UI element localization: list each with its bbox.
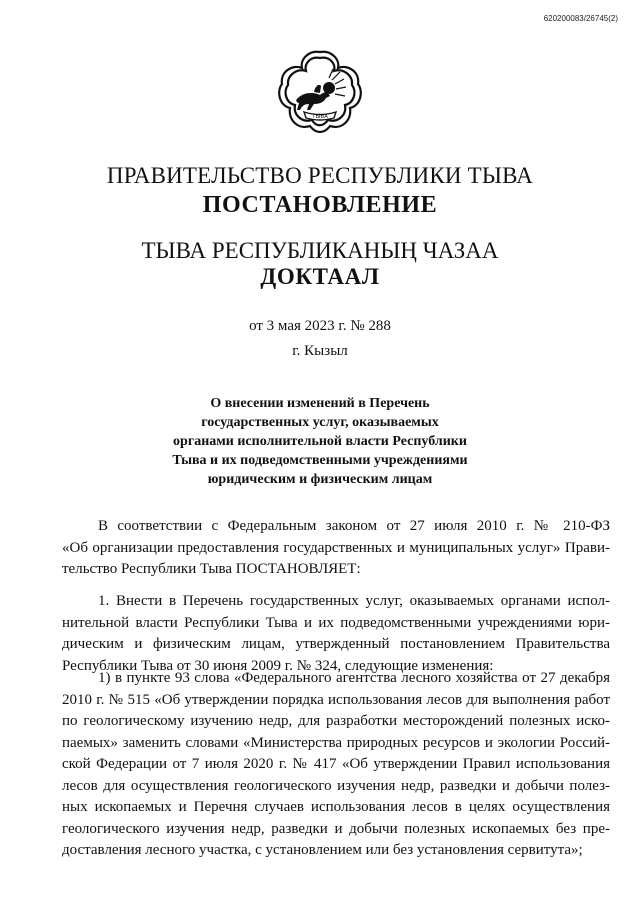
text-line: ской Федерации от 7 июля 2020 г. № 417 «Об утверждении Правил использования (62, 756, 610, 772)
document-code: 620200083/26745(2) (543, 14, 618, 23)
text-line: В соответствии с Федеральным законом от 27 июля 2010 г. № 210-ФЗ (98, 518, 610, 534)
text-line: 1. Внести в Перечень государственных услуг, оказываемых органами испол- (98, 593, 610, 609)
decree-city: г. Кызыл (292, 343, 348, 359)
subitem-1-paragraph (62, 668, 610, 862)
decree-title-ru: ПОСТАНОВЛЕНИЕ (202, 192, 438, 218)
coat-of-arms-icon (274, 46, 366, 138)
text-line: тельство Республики Тыва ПОСТАНОВЛЯЕТ: (62, 561, 361, 577)
text-line: 2010 г. № 515 «Об утверждении порядка использования лесов для выполнения работ (62, 691, 610, 708)
text-line: нительной власти Республики Тыва и их подведомственными учреждениями юри- (62, 614, 610, 631)
subject-line: юридическим и физическим лицам (207, 472, 433, 487)
text-line: по геологическому изучению недр, для разработки месторождений полезных иско- (62, 713, 610, 729)
government-title-ru: ПРАВИТЕЛЬСТВО РЕСПУБЛИКИ ТЫВА (106, 163, 534, 188)
decree-title-tyv: ДОКТААЛ (260, 264, 380, 289)
government-title-tyv: ТЫВА РЕСПУБЛИКАНЫҢ ЧАЗАА (141, 238, 499, 263)
subject-line: государственных услуг, оказываемых (201, 415, 439, 430)
item-1-paragraph (62, 591, 610, 677)
text-line: дическим и физическим лицам, утвержденный постановлением Правительства (62, 636, 610, 652)
text-line: «Об организации предоставления государственных и муниципальных услуг» Прави- (62, 539, 610, 556)
text-line: 1) в пункте 93 слова «Федерального агентства лесного хозяйства от 27 декабря (98, 670, 610, 686)
text-line: Республики Тыва от 30 июня 2009 г. № 324, следующие изменения: (62, 657, 494, 674)
subject-line: О внесении изменений в Перечень (210, 396, 430, 411)
subject-line: Тыва и их подведомственными учреждениями (172, 453, 468, 468)
emblem-banner-text: ТЫВА (312, 114, 328, 120)
text-line: ных ископаемых и Перечня случаев использования лесов в целях осуществления (62, 799, 610, 815)
text-line: лесов для осуществления геологического изучения недр, разведки и добычи полез- (62, 777, 610, 794)
text-line: паемых» заменить словами «Министерства природных ресурсов и экологии Россий- (62, 734, 610, 751)
text-line: доставления лесного участка, с установлением или без установления сервитута»; (62, 842, 583, 858)
text-line: геологического изучения недр, разведки и добычи полезных ископаемых без пре- (62, 820, 610, 837)
decree-subject (0, 394, 640, 489)
decree-date: от 3 мая 2023 г. № 288 (249, 318, 391, 334)
preamble-paragraph (62, 516, 610, 581)
subject-line: органами исполнительной власти Республики (173, 434, 467, 449)
